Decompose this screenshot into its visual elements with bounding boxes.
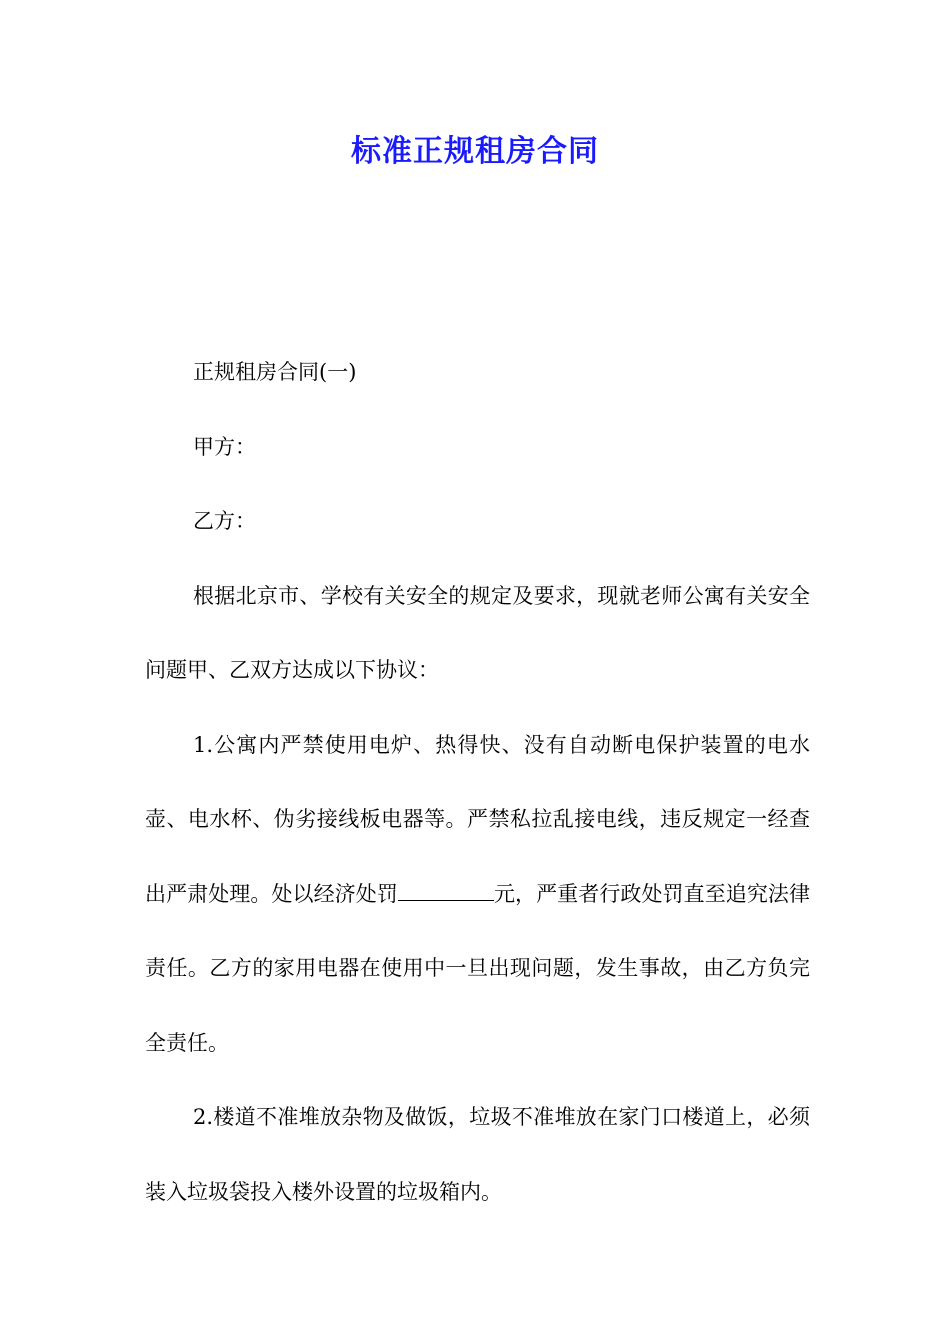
contract-heading: 正规租房合同(一) [193,360,357,384]
clause-1-text-before: 1.公寓内严禁使用电炉、热得快、没有自动断电保护装置的电水壶、电水杯、伪劣接线板电器等。严禁私拉乱接电线，违反规定一经查出严肃处理。处以经济处罚 [145,732,810,906]
clause-2: 2.楼道不准堆放杂物及做饭，垃圾不准堆放在家门口楼道上，必须装入垃圾袋投入楼外设置的垃圾箱内。 [145,1105,810,1204]
clause-1-text-after: 元，严重者行政处罚直至追究法律责任。乙方的家用电器在使用中一旦出现问题，发生事故，由乙方负完全责任。 [145,881,811,1055]
party-b-line: 乙方： [193,509,256,533]
document-body [145,335,810,1229]
fine-amount-blank [398,882,494,901]
clause-1 [145,708,810,1081]
party-a-line: 甲方： [193,434,256,459]
intro-paragraph: 根据北京市、学校有关安全的规定及要求，现就老师公寓有关安全问题甲、乙双方达成以下协议： [145,583,810,682]
document-title: 标准正规租房合同 [351,134,599,169]
